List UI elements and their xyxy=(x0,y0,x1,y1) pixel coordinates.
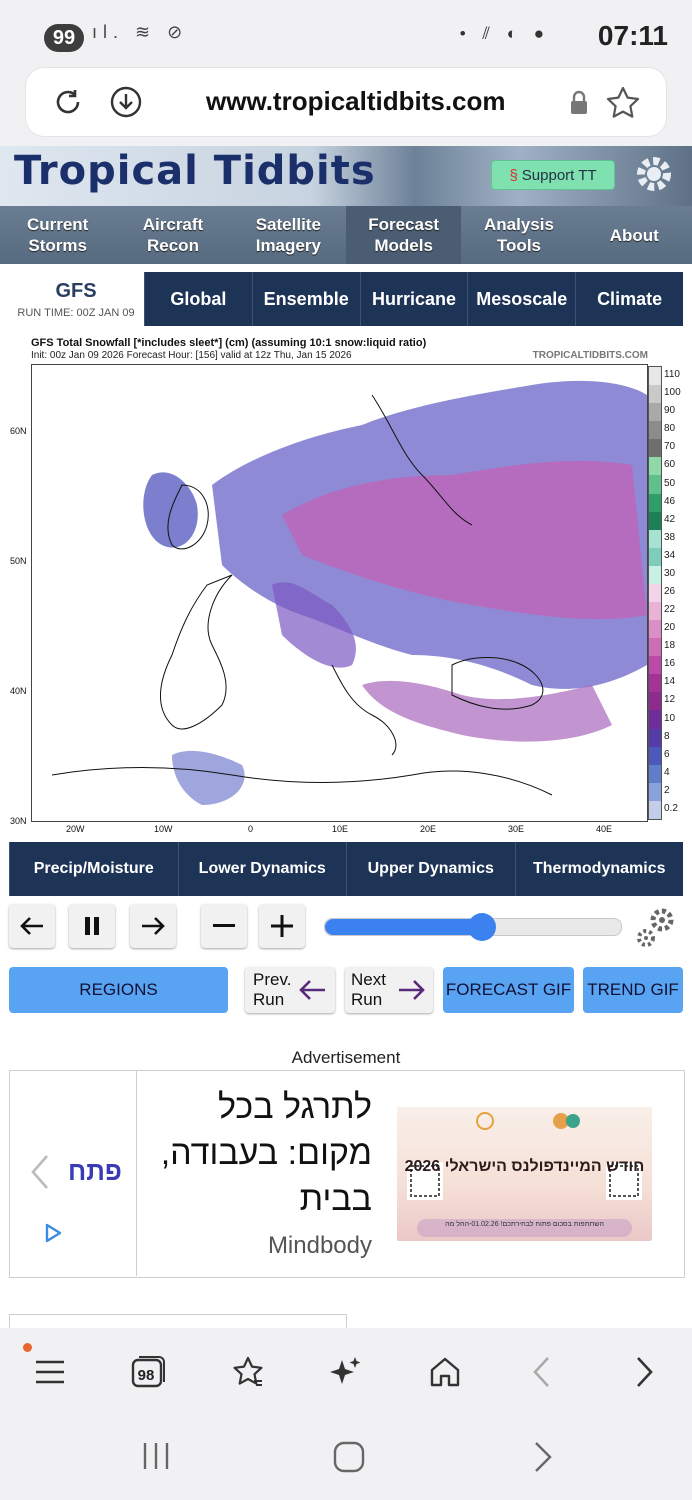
colorbar-swatch xyxy=(649,475,661,493)
colorbar-swatch xyxy=(649,512,661,530)
colorbar-swatch xyxy=(649,439,661,457)
forward-icon[interactable] xyxy=(622,1350,666,1394)
colorbar-swatch xyxy=(649,765,661,783)
colorbar-label: 2 xyxy=(664,784,670,796)
colorbar-label: 14 xyxy=(664,676,676,688)
tab-upper-dynamics[interactable]: Upper Dynamics xyxy=(346,842,515,896)
status-right-icons: • ⫽ ◐ ● xyxy=(459,24,550,43)
home-icon[interactable] xyxy=(423,1350,467,1394)
tab-precip-moisture[interactable]: Precip/Moisture xyxy=(9,842,178,896)
colorbar-swatch xyxy=(649,457,661,475)
colorbar-label: 80 xyxy=(664,423,676,435)
download-icon[interactable] xyxy=(108,84,144,120)
chart-brand: TROPICALTIDBITS.COM xyxy=(532,350,648,361)
colorbar-label: 110 xyxy=(664,369,680,381)
next-run-button[interactable]: Next Run xyxy=(345,967,433,1013)
colorbar-swatch xyxy=(649,530,661,548)
purple-arrow-right-icon xyxy=(397,978,427,1002)
regions-button[interactable]: REGIONS xyxy=(9,967,228,1013)
colorbar-swatch xyxy=(649,421,661,439)
nav-forecast-models[interactable]: Forecast Models xyxy=(346,206,461,264)
lon-label: 20W xyxy=(66,824,85,834)
colorbar-label: 6 xyxy=(664,748,670,760)
colorbar-swatch xyxy=(649,367,661,385)
site-logo[interactable]: Tropical Tidbits xyxy=(14,148,376,194)
colorbar-label: 16 xyxy=(664,658,676,670)
chevron-left-icon[interactable] xyxy=(24,1150,54,1194)
lat-label: 50N xyxy=(10,556,27,566)
plus-icon xyxy=(271,915,293,937)
colorbar-label: 26 xyxy=(664,586,676,597)
colorbar-label: 70 xyxy=(664,441,676,453)
site-nav xyxy=(0,206,692,264)
lat-label: 30N xyxy=(10,816,27,826)
bookmark-star-icon[interactable] xyxy=(604,84,642,122)
colorbar-swatch xyxy=(649,584,661,602)
bookmarks-icon[interactable] xyxy=(226,1350,270,1394)
category-tabs xyxy=(9,842,683,896)
support-tt-button[interactable]: § Support TT xyxy=(491,160,615,190)
tab-lower-dynamics[interactable]: Lower Dynamics xyxy=(178,842,347,896)
colorbar-swatch xyxy=(649,710,661,728)
tab-hurricane[interactable]: Hurricane xyxy=(360,272,468,326)
colorbar-label: 38 xyxy=(664,531,676,543)
lat-label: 40N xyxy=(10,686,27,696)
menu-icon[interactable] xyxy=(28,1350,72,1394)
lon-label: 10E xyxy=(332,824,349,834)
colorbar-label: 60 xyxy=(664,459,676,471)
colorbar-label: 42 xyxy=(664,513,676,525)
settings-gear-icon[interactable] xyxy=(630,150,678,203)
colorbar-label: 10 xyxy=(664,712,676,724)
slower-button[interactable] xyxy=(201,904,247,948)
colorbar-swatch xyxy=(649,620,661,638)
notification-count-badge: 99 xyxy=(44,24,84,52)
lon-label: 30E xyxy=(508,824,525,834)
colorbar-label: 90 xyxy=(664,405,676,417)
colorbar-label: 4 xyxy=(664,766,670,778)
tab-climate[interactable]: Climate xyxy=(575,272,683,326)
lat-label: 60N xyxy=(10,426,27,436)
lock-icon xyxy=(566,88,592,118)
slider-knob[interactable] xyxy=(468,913,496,941)
forecast-gif-button[interactable]: FORECAST GIF xyxy=(443,967,574,1013)
colorbar-label: 34 xyxy=(664,549,676,561)
model-name: GFS xyxy=(55,280,97,302)
faster-button[interactable] xyxy=(259,904,305,948)
pause-icon xyxy=(82,915,102,937)
animation-settings-gear-icon[interactable] xyxy=(632,904,680,952)
arrow-right-icon xyxy=(140,915,166,937)
frame-slider[interactable] xyxy=(324,918,622,936)
clock: 07:11 xyxy=(597,20,668,51)
ad-open-link[interactable]: פתח xyxy=(68,1156,122,1186)
colorbar-label: 50 xyxy=(664,477,676,489)
colorbar-swatch xyxy=(649,548,661,566)
nav-aircraft-recon[interactable]: Aircraft Recon xyxy=(142,215,204,255)
colorbar-label: 18 xyxy=(664,640,676,652)
advertisement-label: Advertisement xyxy=(291,1048,401,1067)
colorbar-label: 8 xyxy=(664,730,670,742)
signal-wifi-icons: ıl. ≋ ⊘ xyxy=(92,22,189,42)
tab-global[interactable]: Global xyxy=(144,272,252,326)
colorbar-label: 46 xyxy=(664,495,676,507)
url-text[interactable]: www.tropicaltidbits.com xyxy=(206,86,506,116)
colorbar-swatch xyxy=(649,403,661,421)
colorbar-swatch xyxy=(649,729,661,747)
model-info xyxy=(10,280,142,319)
back-nav-icon[interactable] xyxy=(530,1440,556,1479)
next-frame-button[interactable] xyxy=(130,904,176,948)
previous-frame-button[interactable] xyxy=(9,904,55,948)
back-icon[interactable] xyxy=(520,1350,564,1394)
snowfall-map[interactable] xyxy=(31,364,648,822)
chart-subtitle: Init: 00z Jan 09 2026 Forecast Hour: [156] valid at 12z Thu, Jan 15 2026 xyxy=(31,350,352,361)
previous-run-button[interactable]: Prev. Run xyxy=(245,967,335,1013)
chart-title: GFS Total Snowfall [*includes sleet*] (cm) (assuming 10:1 snow:liquid ratio) xyxy=(31,337,427,349)
model-tabs xyxy=(144,272,683,326)
colorbar-swatch xyxy=(649,747,661,765)
nav-about[interactable]: About xyxy=(609,225,659,245)
nav-analysis-tools[interactable]: Analysis Tools xyxy=(484,215,554,255)
colorbar-swatch xyxy=(649,801,661,819)
ad-divider xyxy=(136,1070,137,1276)
colorbar-swatch xyxy=(649,602,661,620)
colorbar-label: 30 xyxy=(664,567,676,579)
minus-icon xyxy=(213,924,235,928)
colorbar-swatch xyxy=(649,783,661,801)
lon-label: 10W xyxy=(154,824,173,834)
trend-gif-button[interactable]: TREND GIF xyxy=(583,967,683,1013)
tab-thermodynamics[interactable]: Thermodynamics xyxy=(515,842,684,896)
tabs-button[interactable]: 98 xyxy=(126,1350,170,1394)
tab-ensemble[interactable]: Ensemble xyxy=(252,272,360,326)
colorbar-label: 20 xyxy=(664,622,676,634)
ad-brand[interactable]: Mindbody xyxy=(267,1232,372,1259)
nav-current-storms[interactable]: Current Storms xyxy=(26,215,89,255)
ai-sparkle-icon[interactable] xyxy=(324,1350,368,1394)
colorbar-swatch xyxy=(649,656,661,674)
arrow-left-icon xyxy=(19,915,45,937)
slider-fill xyxy=(325,919,482,935)
colorbar-label: 0.2 xyxy=(664,802,678,814)
model-run-time: RUN TIME: 00Z JAN 09 xyxy=(17,307,135,319)
colorbar-swatch xyxy=(649,692,661,710)
colorbar-swatch xyxy=(649,638,661,656)
lon-label: 40E xyxy=(596,824,613,834)
colorbar-label: 12 xyxy=(664,694,676,706)
home-nav-icon[interactable] xyxy=(332,1440,366,1479)
tab-mesoscale[interactable]: Mesoscale xyxy=(467,272,575,326)
reload-icon[interactable] xyxy=(50,84,86,120)
ad-image-small-text: השתתפות בסכום פתוח לבחירתכם! 01.02.26-החל מה xyxy=(445,1221,604,1228)
pause-button[interactable] xyxy=(69,904,115,948)
colorbar-swatch xyxy=(649,385,661,403)
adchoices-icon[interactable] xyxy=(40,1220,66,1246)
nav-satellite-imagery[interactable]: Satellite Imagery xyxy=(255,215,321,255)
colorbar-swatch xyxy=(649,674,661,692)
ad-headline[interactable]: לתרגל בכל מקום: בעבודה, בבית xyxy=(160,1088,372,1218)
recent-apps-icon[interactable] xyxy=(140,1440,172,1477)
colorbar xyxy=(648,366,662,820)
purple-arrow-left-icon xyxy=(297,978,327,1002)
next-content-card xyxy=(9,1314,347,1329)
colorbar-swatch xyxy=(649,494,661,512)
colorbar-label: 22 xyxy=(664,604,676,616)
ad-image[interactable] xyxy=(397,1107,652,1241)
colorbar-swatch xyxy=(649,566,661,584)
ad-image-heading: חודש המיינדפולנס הישראלי 2026 xyxy=(404,1158,645,1175)
colorbar-label: 100 xyxy=(664,387,681,399)
lon-label: 20E xyxy=(420,824,437,834)
lon-label: 0 xyxy=(248,824,254,834)
